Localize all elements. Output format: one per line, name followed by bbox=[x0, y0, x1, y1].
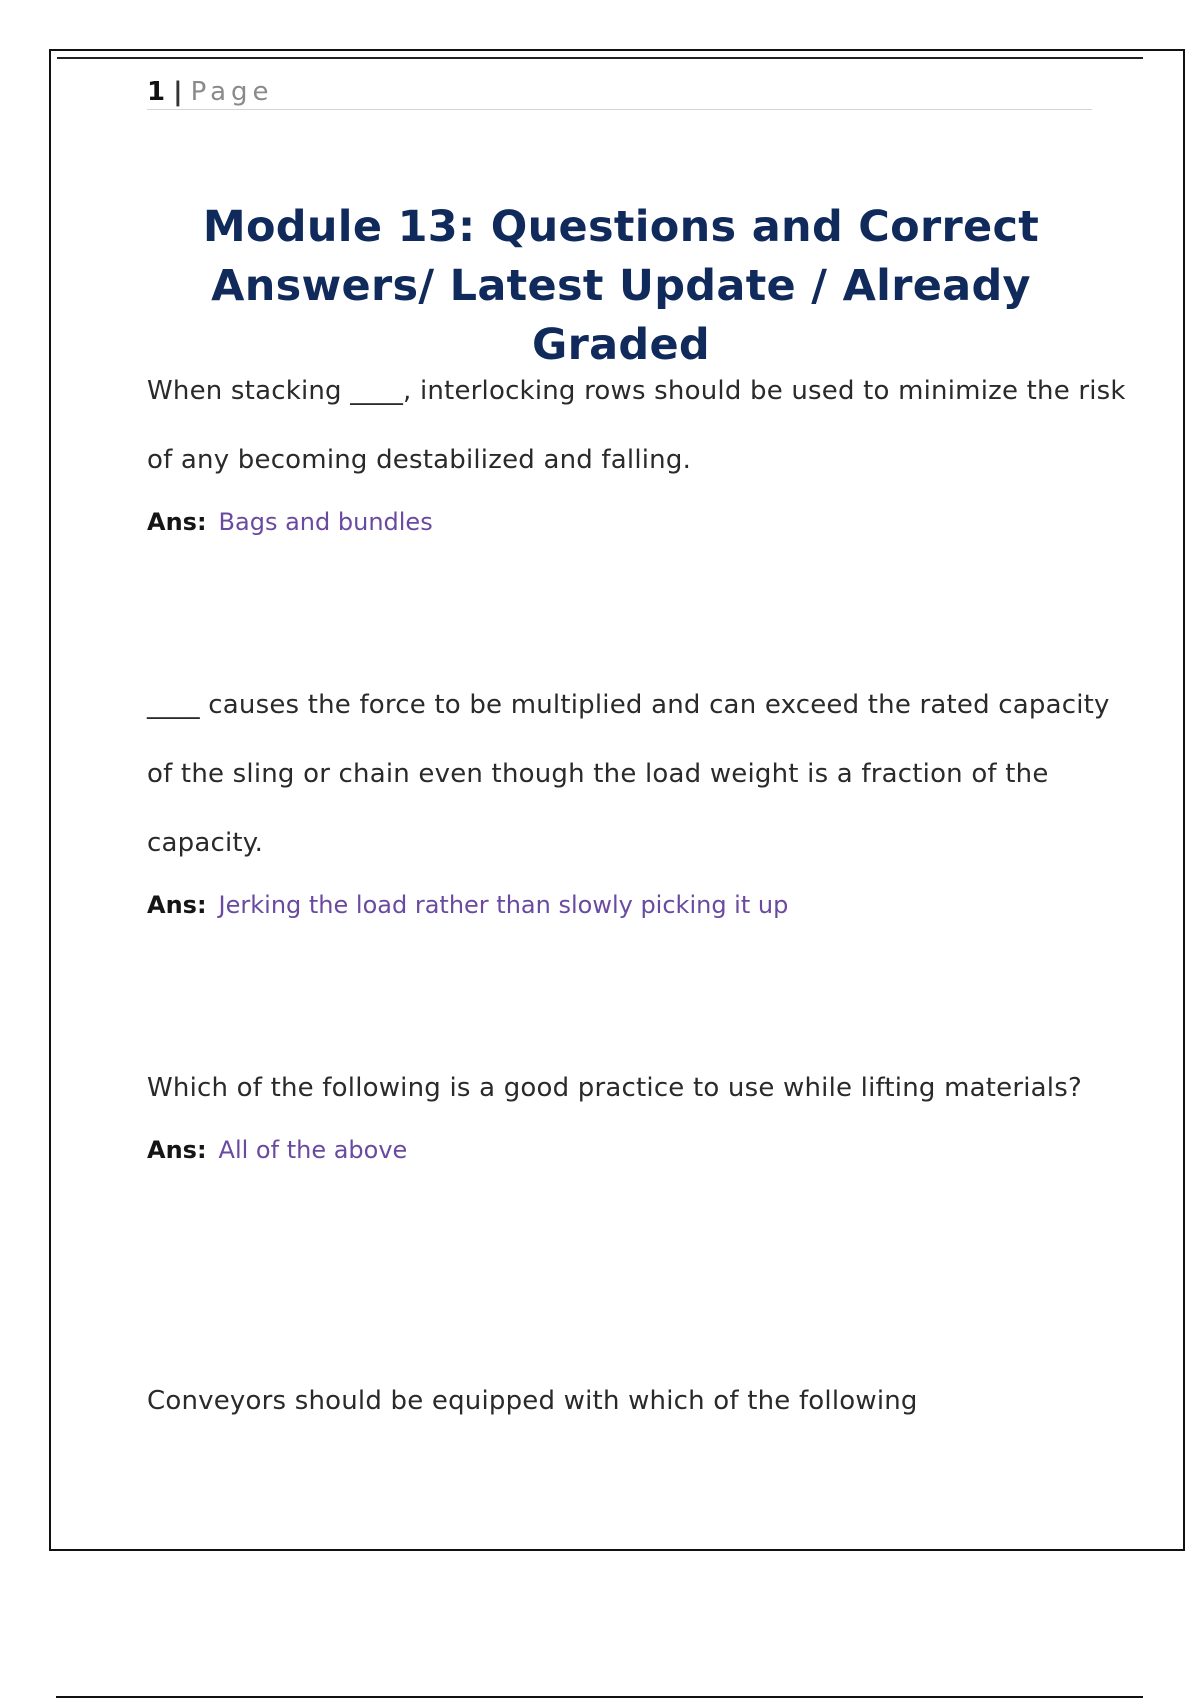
question-text: When stacking ____, interlocking rows should be used to minimize the risk of any becoming destabilized and falling. bbox=[147, 376, 1126, 475]
page-separator: | bbox=[173, 77, 183, 107]
question-text: Conveyors should be equipped with which of the following bbox=[147, 1386, 918, 1416]
question-text: Which of the following is a good practice to use while lifting materials? bbox=[147, 1073, 1082, 1103]
qa-item-3 bbox=[147, 1054, 1137, 1167]
next-page-top-rule bbox=[56, 1696, 1143, 1698]
qa-item-2 bbox=[147, 671, 1137, 922]
answer-label: Ans: bbox=[147, 1136, 207, 1164]
answer-label: Ans: bbox=[147, 891, 207, 919]
answer-line bbox=[147, 1133, 1137, 1167]
page-number: 1 bbox=[147, 77, 166, 107]
answer-label: Ans: bbox=[147, 508, 207, 536]
qa-item-4 bbox=[147, 1367, 1137, 1436]
document-title: Module 13: Questions and Correct Answers/ Latest Update / Already Graded bbox=[202, 202, 1040, 370]
answer-text: Jerking the load rather than slowly picking it up bbox=[218, 891, 789, 919]
answer-text: All of the above bbox=[218, 1136, 408, 1164]
page-word: Page bbox=[190, 77, 274, 107]
qa-item-1 bbox=[147, 357, 1137, 539]
answer-text: Bags and bundles bbox=[218, 508, 433, 536]
answer-line bbox=[147, 888, 1137, 922]
page-header bbox=[147, 75, 1092, 110]
answer-line bbox=[147, 505, 1137, 539]
page-frame bbox=[49, 49, 1185, 1551]
header-rule bbox=[57, 57, 1143, 59]
question-text: ____ causes the force to be multiplied and can exceed the rated capacity of the sling or chain even though the load weight is a fraction of the capacity. bbox=[147, 690, 1110, 858]
